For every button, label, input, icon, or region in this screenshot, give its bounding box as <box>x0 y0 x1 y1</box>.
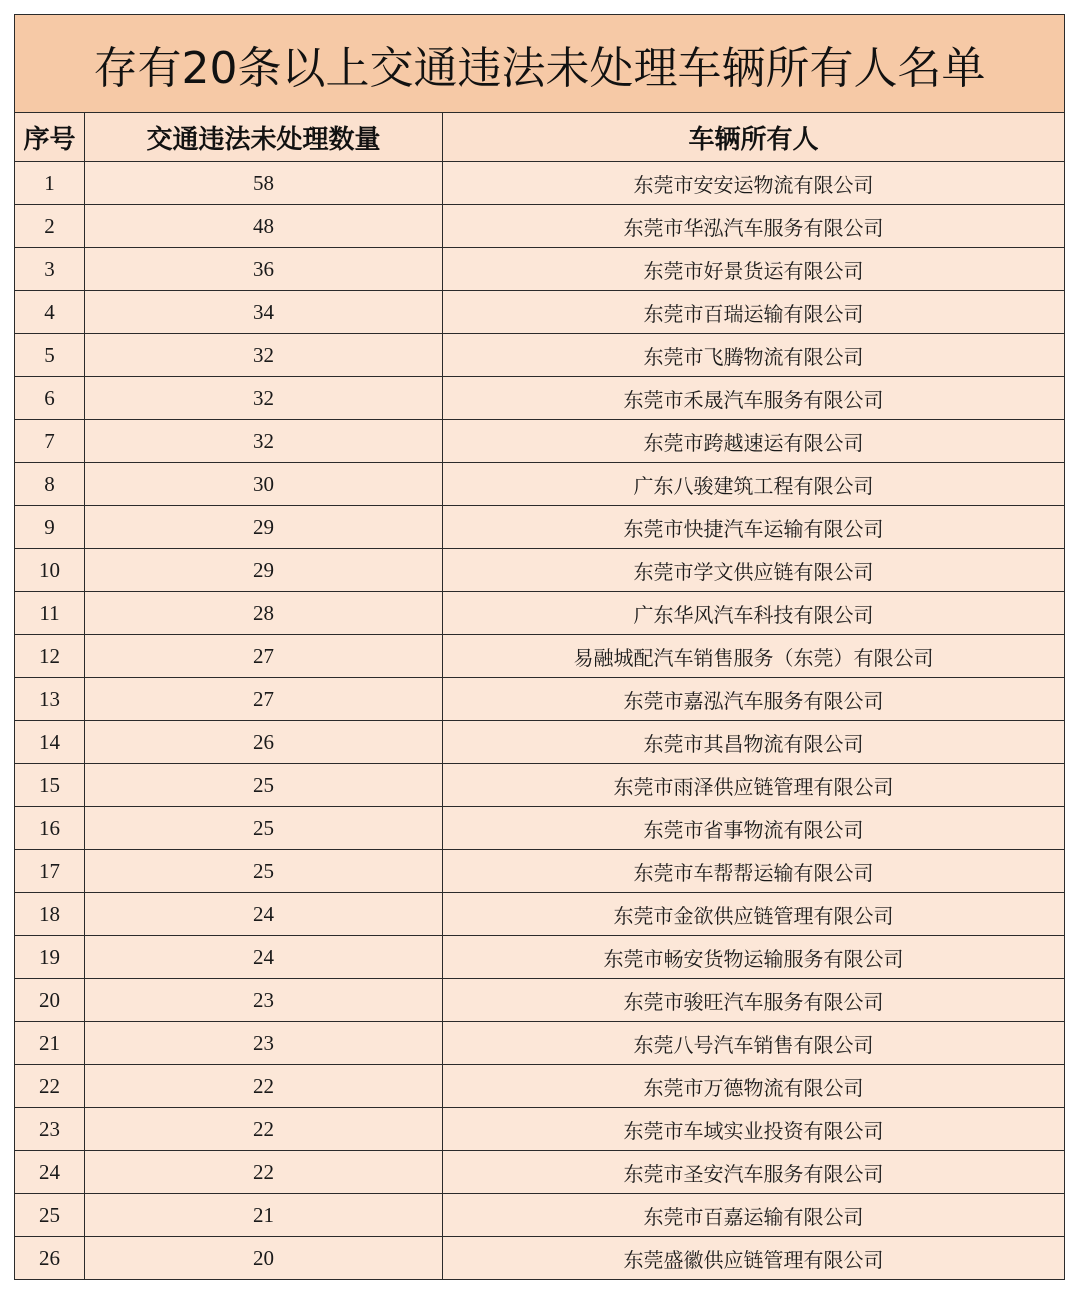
row-seq: 20 <box>15 979 85 1022</box>
table-row <box>15 1194 1065 1237</box>
row-owner: 东莞市省事物流有限公司 <box>443 807 1065 850</box>
row-owner: 东莞市金欲供应链管理有限公司 <box>443 893 1065 936</box>
row-count: 24 <box>85 936 443 979</box>
table-row <box>15 635 1065 678</box>
table-row <box>15 979 1065 1022</box>
row-count: 34 <box>85 291 443 334</box>
row-count: 25 <box>85 807 443 850</box>
row-count: 24 <box>85 893 443 936</box>
table-row <box>15 1237 1065 1280</box>
table-row <box>15 205 1065 248</box>
row-owner: 易融城配汽车销售服务（东莞）有限公司 <box>443 635 1065 678</box>
column-header-seq: 序号 <box>15 113 85 162</box>
row-owner: 东莞盛徽供应链管理有限公司 <box>443 1237 1065 1280</box>
row-seq: 16 <box>15 807 85 850</box>
row-count: 28 <box>85 592 443 635</box>
row-seq: 6 <box>15 377 85 420</box>
table-row <box>15 463 1065 506</box>
violation-owner-table <box>14 14 1065 1280</box>
table-row <box>15 893 1065 936</box>
table-row <box>15 549 1065 592</box>
table-row <box>15 420 1065 463</box>
row-count: 25 <box>85 764 443 807</box>
row-seq: 9 <box>15 506 85 549</box>
row-seq: 11 <box>15 592 85 635</box>
row-seq: 22 <box>15 1065 85 1108</box>
row-owner: 东莞市华泓汽车服务有限公司 <box>443 205 1065 248</box>
row-seq: 17 <box>15 850 85 893</box>
row-seq: 8 <box>15 463 85 506</box>
row-count: 32 <box>85 377 443 420</box>
row-owner: 东莞市禾晟汽车服务有限公司 <box>443 377 1065 420</box>
row-seq: 23 <box>15 1108 85 1151</box>
row-owner: 东莞市其昌物流有限公司 <box>443 721 1065 764</box>
row-owner: 东莞市好景货运有限公司 <box>443 248 1065 291</box>
row-owner: 东莞市骏旺汽车服务有限公司 <box>443 979 1065 1022</box>
row-owner: 广东八骏建筑工程有限公司 <box>443 463 1065 506</box>
row-count: 27 <box>85 635 443 678</box>
row-count: 58 <box>85 162 443 205</box>
row-owner: 东莞市车域实业投资有限公司 <box>443 1108 1065 1151</box>
row-seq: 24 <box>15 1151 85 1194</box>
row-count: 23 <box>85 1022 443 1065</box>
row-seq: 19 <box>15 936 85 979</box>
table-row <box>15 1151 1065 1194</box>
row-owner: 广东华风汽车科技有限公司 <box>443 592 1065 635</box>
row-owner: 东莞市嘉泓汽车服务有限公司 <box>443 678 1065 721</box>
row-seq: 18 <box>15 893 85 936</box>
row-count: 23 <box>85 979 443 1022</box>
row-owner: 东莞市快捷汽车运输有限公司 <box>443 506 1065 549</box>
table-row <box>15 248 1065 291</box>
row-owner: 东莞市百嘉运输有限公司 <box>443 1194 1065 1237</box>
table-row <box>15 721 1065 764</box>
row-seq: 12 <box>15 635 85 678</box>
row-seq: 13 <box>15 678 85 721</box>
row-seq: 14 <box>15 721 85 764</box>
row-count: 32 <box>85 420 443 463</box>
table-row <box>15 678 1065 721</box>
row-owner: 东莞市安安运物流有限公司 <box>443 162 1065 205</box>
row-seq: 1 <box>15 162 85 205</box>
row-seq: 3 <box>15 248 85 291</box>
row-owner: 东莞市飞腾物流有限公司 <box>443 334 1065 377</box>
row-count: 20 <box>85 1237 443 1280</box>
row-seq: 26 <box>15 1237 85 1280</box>
row-owner: 东莞市雨泽供应链管理有限公司 <box>443 764 1065 807</box>
row-count: 27 <box>85 678 443 721</box>
row-count: 21 <box>85 1194 443 1237</box>
row-count: 29 <box>85 549 443 592</box>
row-owner: 东莞市学文供应链有限公司 <box>443 549 1065 592</box>
row-count: 25 <box>85 850 443 893</box>
row-owner: 东莞八号汽车销售有限公司 <box>443 1022 1065 1065</box>
row-seq: 15 <box>15 764 85 807</box>
row-seq: 2 <box>15 205 85 248</box>
table-row <box>15 1108 1065 1151</box>
row-seq: 21 <box>15 1022 85 1065</box>
row-seq: 5 <box>15 334 85 377</box>
row-count: 32 <box>85 334 443 377</box>
column-header-count: 交通违法未处理数量 <box>85 113 443 162</box>
table-row <box>15 936 1065 979</box>
table-title: 存有20条以上交通违法未处理车辆所有人名单 <box>15 15 1065 113</box>
row-owner: 东莞市跨越速运有限公司 <box>443 420 1065 463</box>
table-row <box>15 1065 1065 1108</box>
table-row <box>15 506 1065 549</box>
table-row <box>15 334 1065 377</box>
row-count: 30 <box>85 463 443 506</box>
row-owner: 东莞市百瑞运输有限公司 <box>443 291 1065 334</box>
table-body <box>15 162 1065 1280</box>
row-seq: 25 <box>15 1194 85 1237</box>
row-count: 22 <box>85 1108 443 1151</box>
table-row <box>15 1022 1065 1065</box>
table-row <box>15 592 1065 635</box>
row-owner: 东莞市车帮帮运输有限公司 <box>443 850 1065 893</box>
row-count: 26 <box>85 721 443 764</box>
row-count: 22 <box>85 1151 443 1194</box>
table-row <box>15 162 1065 205</box>
row-owner: 东莞市圣安汽车服务有限公司 <box>443 1151 1065 1194</box>
row-seq: 4 <box>15 291 85 334</box>
table-row <box>15 764 1065 807</box>
row-owner: 东莞市畅安货物运输服务有限公司 <box>443 936 1065 979</box>
row-count: 48 <box>85 205 443 248</box>
row-owner: 东莞市万德物流有限公司 <box>443 1065 1065 1108</box>
row-seq: 7 <box>15 420 85 463</box>
row-count: 36 <box>85 248 443 291</box>
table-row <box>15 291 1065 334</box>
table-row <box>15 850 1065 893</box>
row-count: 29 <box>85 506 443 549</box>
row-seq: 10 <box>15 549 85 592</box>
row-count: 22 <box>85 1065 443 1108</box>
table-row <box>15 807 1065 850</box>
column-header-owner: 车辆所有人 <box>443 113 1065 162</box>
table-row <box>15 377 1065 420</box>
